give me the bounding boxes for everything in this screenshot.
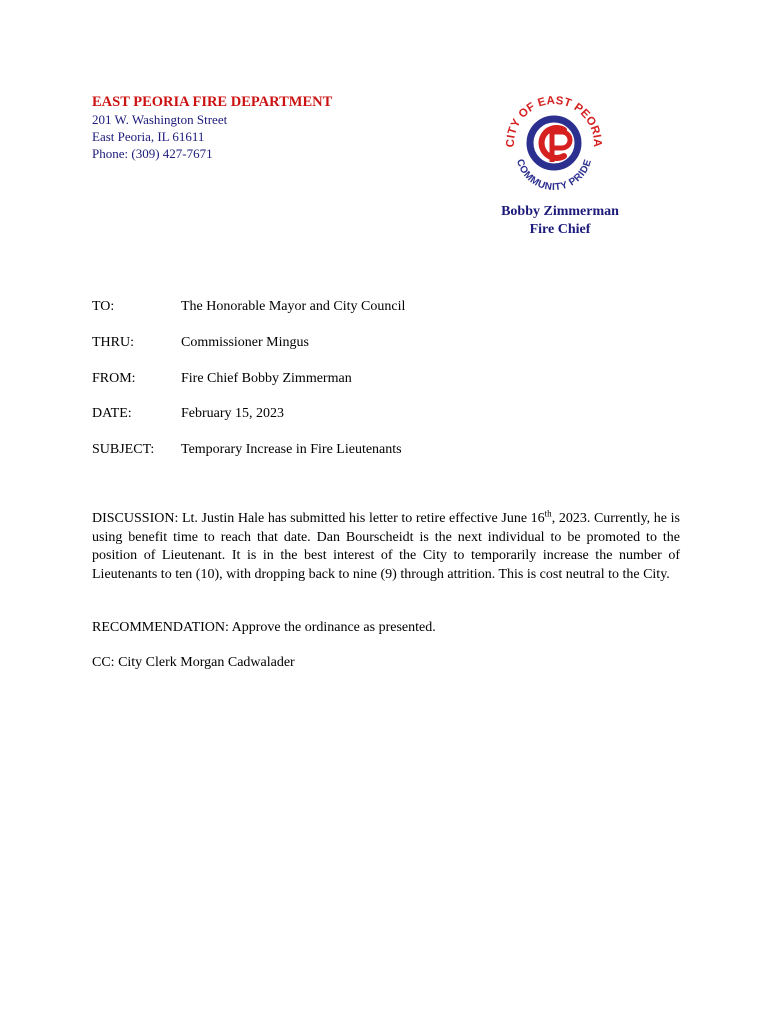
- city-address: East Peoria, IL 61611: [92, 129, 205, 144]
- memo-from-value: Fire Chief Bobby Zimmerman: [181, 371, 352, 386]
- department-name: EAST PEORIA FIRE DEPARTMENT: [92, 94, 333, 110]
- memo-thru-label: THRU:: [92, 335, 134, 350]
- discussion-ordinal: th: [544, 508, 552, 519]
- svg-text:COMMUNITY PRIDE: [514, 158, 594, 193]
- chief-signature-block: [470, 203, 650, 238]
- discussion-paragraph: [92, 510, 680, 584]
- memo-to-label: TO:: [92, 299, 115, 314]
- memo-subject-label: SUBJECT:: [92, 442, 155, 457]
- memo-to-value: The Honorable Mayor and City Council: [181, 299, 406, 314]
- memo-date-label: DATE:: [92, 406, 132, 421]
- seal-top-text: CITY OF EAST PEORIA: [504, 94, 604, 148]
- memo-subject-value: Temporary Increase in Fire Lieutenants: [181, 442, 402, 457]
- memo-from-label: FROM:: [92, 371, 136, 386]
- street-address: 201 W. Washington Street: [92, 112, 228, 127]
- chief-title: Fire Chief: [529, 221, 591, 237]
- memo-thru-value: Commissioner Mingus: [181, 335, 309, 350]
- discussion-rest: , 2023. Currently, he is using benefit time to reach that date. Dan Bourscheidt is the next individual to be promoted to the position of Lieutenant. It is in the best interest of the City to temporarily increase the number of Lieutenants to ten (10), with dropping back to nine (9) through attrition. This is cost neutral to the City.: [92, 511, 680, 582]
- memo-date-value: February 15, 2023: [181, 406, 285, 421]
- city-seal-logo: [502, 92, 606, 196]
- cc-text: CC: City Clerk Morgan Cadwalader: [92, 655, 295, 670]
- letterhead: [92, 94, 332, 162]
- cc-paragraph: [92, 654, 680, 673]
- recommendation-paragraph: [92, 619, 680, 638]
- recommendation-text: RECOMMENDATION: Approve the ordinance as presented.: [92, 620, 436, 635]
- discussion-lead: DISCUSSION: Lt. Justin Hale has submitted his letter to retire effective June 16: [92, 511, 545, 526]
- phone-number: Phone: (309) 427-7671: [92, 146, 213, 161]
- chief-name: Bobby Zimmerman: [501, 204, 619, 219]
- seal-bottom-text: COMMUNITY PRIDE: [513, 157, 595, 194]
